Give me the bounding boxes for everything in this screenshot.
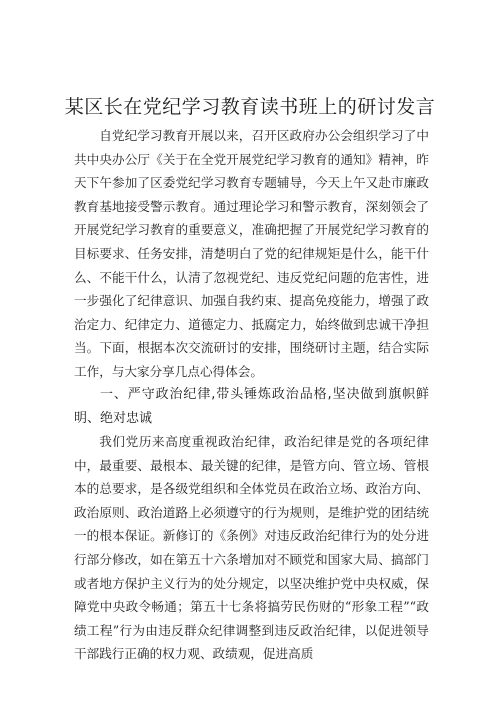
section-paragraph: 我们党历来高度重视政治纪律，政治纪律是党的各项纪律中，最重要、最根本、最关键的纪律，是管方向、管立场、管根本的总要求，是各级党组织和全体党员在政治立场、政治方向、政治原则、政治道路上必须遵守的行为规则，是维护党的团结统一的根本保证。新修订的《条例》对违反政治纪律行为的处分进行部分修改，如在第五十六条增加对不顾党和国家大局、搞部门或者地方保护主义行为的处分规定，以坚决维护党中央权威，保障党中央政令畅通；第五十七条将搞劳民伤财的“形象工程”“政绩工程”行为由违反群众纪律调整到违反政治纪律，以促进领导干部践行正确的权力观、政绩观，促进高质 <box>74 434 429 662</box>
document-title: 某区长在党纪学习教育读书班上的研讨发言 <box>64 96 436 118</box>
intro-paragraph: 自党纪学习教育开展以来，召开区政府办公会组织学习了中共中央办公厅《关于在全党开展党纪学习教育的通知》精神，昨天下午参加了区委党纪学习教育专题辅导，今天上午又赴市廉政教育基地接受警示教育。通过理论学习和警示教育，深刻领会了开展党纪学习教育的重要意义，准确把握了开展党纪学习教育的目标要求、任务安排，清楚明白了党的纪律规矩是什么，能干什么、不能干什么，认清了忽视党纪、违反党纪问题的危害性，进一步强化了纪律意识、加强自我约束、提高免疫能力，增强了政治定力、纪律定力、道德定力、抵腐定力，始终做到忠诚干净担当。下面，根据本次交流研讨的安排，围绕研讨主题，结合实际工作，与大家分享几点心得体会。 <box>74 128 429 379</box>
section-heading: 一、严守政治纪律,带头锤炼政治品格,坚决做到旗帜鲜明、绝对忠诚 <box>74 387 429 426</box>
